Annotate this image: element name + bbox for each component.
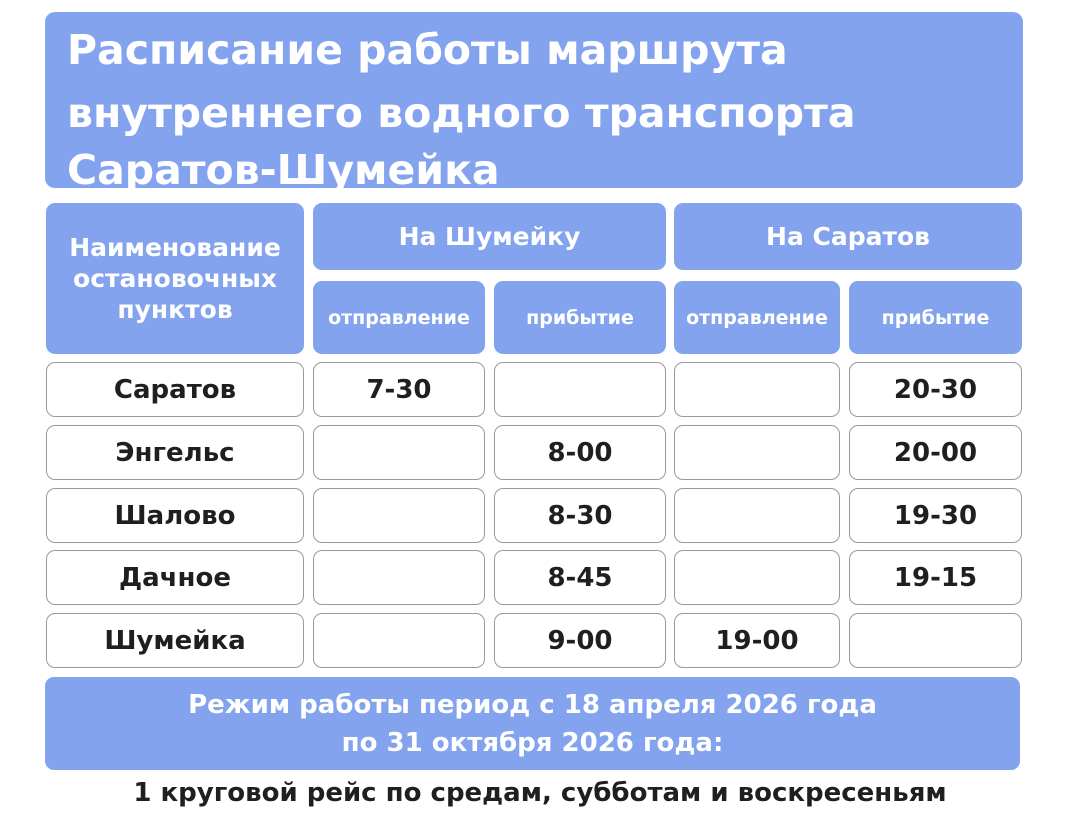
time-cell [849,613,1022,668]
direction-header-saratov: На Саратов [674,203,1022,270]
subheader-arrival-2: прибытие [849,281,1022,354]
time-cell: 19-30 [849,488,1022,543]
time-cell: 20-00 [849,425,1022,480]
operating-period-banner [45,677,1020,770]
stop-name: Энгельс [46,425,304,480]
title-banner [45,12,1023,194]
time-cell [313,488,485,543]
operating-period-line-1: Режим работы период с 18 апреля 2026 года [188,689,877,720]
time-cell: 8-30 [494,488,666,543]
subheader-departure-1: отправление [313,281,485,354]
time-cell: 20-30 [849,362,1022,417]
time-cell [494,362,666,417]
title-line-1: Расписание работы маршрута [67,26,788,74]
subheader-arrival-1: прибытие [494,281,666,354]
stop-name: Саратов [46,362,304,417]
time-cell: 19-00 [674,613,840,668]
stop-name: Шумейка [46,613,304,668]
time-cell [674,488,840,543]
stop-name-header: Наименование остановочных пунктов [46,203,304,354]
time-cell [674,425,840,480]
subheader-departure-2: отправление [674,281,840,354]
title-line-3: Саратов-Шумейка [67,146,500,194]
trip-frequency-note: 1 круговой рейс по средам, субботам и воскресеньям [133,778,947,808]
time-cell [674,362,840,417]
time-cell: 7-30 [313,362,485,417]
time-cell [313,425,485,480]
time-cell: 19-15 [849,550,1022,605]
title-line-2: внутреннего водного транспорта [67,89,856,137]
stop-name: Шалово [46,488,304,543]
time-cell [313,550,485,605]
time-cell [313,613,485,668]
time-cell [674,550,840,605]
operating-period-line-2: по 31 октября 2026 года: [341,727,724,758]
time-cell: 8-45 [494,550,666,605]
time-cell: 9-00 [494,613,666,668]
time-cell: 8-00 [494,425,666,480]
stop-name: Дачное [46,550,304,605]
direction-header-shumeyka: На Шумейку [313,203,666,270]
